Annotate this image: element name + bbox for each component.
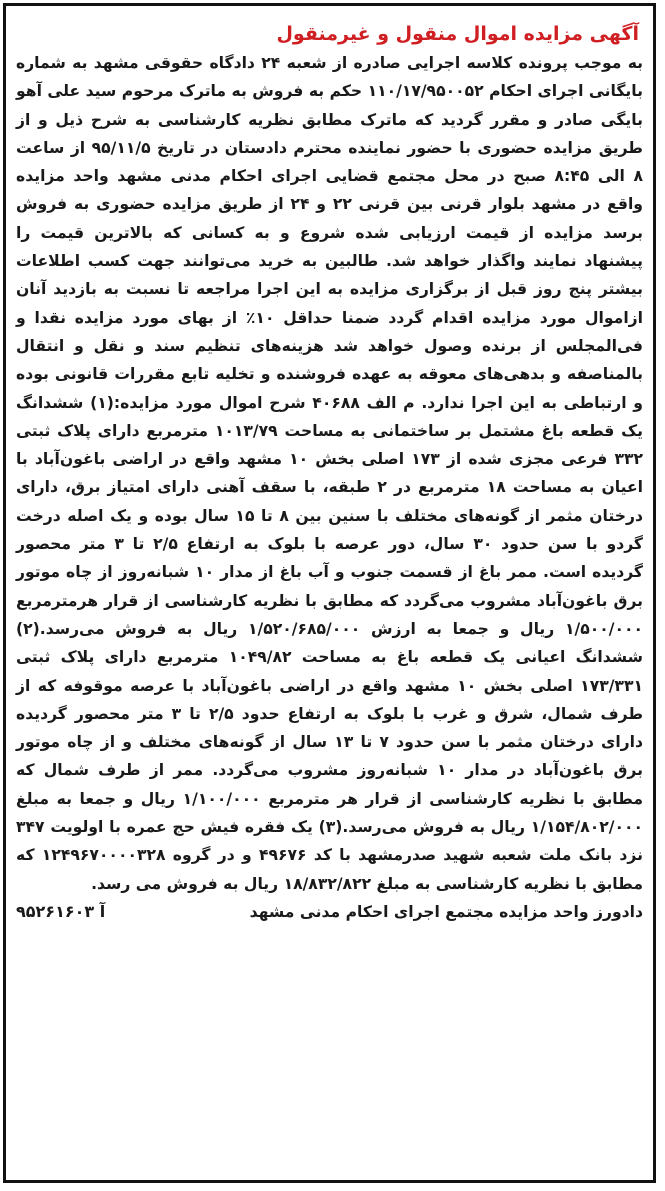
signature-line: دادورز واحد مزایده مجتمع اجرای احکام مدنی مشهد bbox=[249, 902, 643, 921]
notice-body: به موجب پرونده کلاسه اجرایی صادره از شعبه ۲۴ دادگاه حقوقی مشهد به شماره بایگانی اجرای احکام ۱۱۰/۱۷/۹۵۰۰۵۲ حکم به فروش به ماترک مرحوم سید علی آهو بایگی صادر و مقرر گردید که ماترک مطابق نظریه کارشناسی به شرح ذیل و از طریق مزایده حضوری با حضور نماینده محترم دادستان در تاریخ ۹۵/۱۱/۵ از ساعت ۸ الی ۸:۴۵ صبح در محل مجتمع قضایی اجرای احکام مدنی مشهد واحد مزایده واقع در مشهد بلوار قرنی بین قرنی ۲۲ و ۲۴ از طریق مزایده حضوری به فروش برسد مزایده از قیمت ارزیابی شده شروع و به کسانی که بالاترین قیمت را پیشنهاد نمایند واگذار خواهد شد. طالبین به خرید می‌توانند جهت کسب اطلاعات بیشتر پنج روز قبل از برگزاری مزایده به این اجرا مراجعه تا نسبت به بازدید آنان ازاموال مورد مزایده اقدام گردد ضمنا حداقل ۱۰٪ از بهای مورد مزایده نقدا و فی‌المجلس از برنده وصول خواهد شد هزینه‌های تنظیم سند و نقل و انتقال بالمناصفه و بدهی‌های معوقه به عهده فروشنده و تخلیه تابع مقررات قانونی بوده و ارتباطی به این اجرا ندارد. م الف ۴۰۶۸۸ شرح اموال مورد مزایده:(۱) ششدانگ یک قطعه باغ مشتمل بر ساختمانی به مساحت ۱۰۱۳/۷۹ مترمربع دارای پلاک ثبتی ۳۳۲ فرعی مجزی شده از ۱۷۳ اصلی بخش ۱۰ مشهد واقع در اراضی باغون‌آباد با اعیان به مساحت ۱۸ مترمربع در ۲ طبقه، با سقف آهنی دارای امتیاز برق، دارای درختان مثمر از گونه‌های مختلف با سنین بین ۸ تا ۱۵ سال بوده و یک اصله درخت گردو با سن حدود ۳۰ سال، دور عرصه با بلوک به ارتفاع ۲/۵ تا ۳ متر محصور گردیده است. ممر باغ از قسمت جنوب و آب باغ از مدار ۱۰ شبانه‌روز از چاه موتور برق باغون‌آباد مشروب می‌گردد که مطابق با نظریه کارشناسی از قرار هرمترمربع ۱/۵۰۰/۰۰۰ ریال و جمعا به ارزش ۱/۵۲۰/۶۸۵/۰۰۰ ریال به فروش می‌رسد.(۲) ششدانگ اعیانی یک قطعه باغ به مساحت ۱۰۴۹/۸۲ مترمربع دارای پلاک ثبتی ۱۷۳/۳۳۱ اصلی بخش ۱۰ مشهد واقع در اراضی باغون‌آباد با عرصه موقوفه که از طرف شمال، شرق و غرب با بلوک به ارتفاع حدود ۲/۵ تا ۳ متر محصور گردیده دارای درختان مثمر با سن حدود ۷ تا ۱۳ سال از گونه‌های مختلف و از چاه موتور برق باغون‌آباد در مدار ۱۰ شبانه‌روز مشروب می‌گردد. ممر از طرف شمال که مطابق با نظریه کارشناسی از قرار هر مترمربع ۱/۱۰۰/۰۰۰ ریال و جمعا به مبلغ ۱/۱۵۴/۸۰۲/۰۰۰ ریال به فروش می‌رسد.(۳) یک فقره فیش حج عمره با اولویت ۳۴۷ نزد بانک ملت شعبه شهید صدرمشهد با کد ۴۹۶۷۶ و در گروه ۱۲۴۹۶۷۰۰۰۰۳۲۸ که مطابق با نظریه کارشناسی به مبلغ ۱۸/۸۳۲/۸۲۲ ریال به فروش می رسد. bbox=[16, 54, 644, 893]
reference-code: آ ۹۵۲۶۱۶۰۳ bbox=[16, 901, 106, 921]
auction-notice bbox=[3, 3, 656, 1183]
notice-title: آگهی مزایده اموال منقول و غیرمنقول bbox=[276, 23, 639, 45]
notice-footer bbox=[16, 898, 643, 926]
